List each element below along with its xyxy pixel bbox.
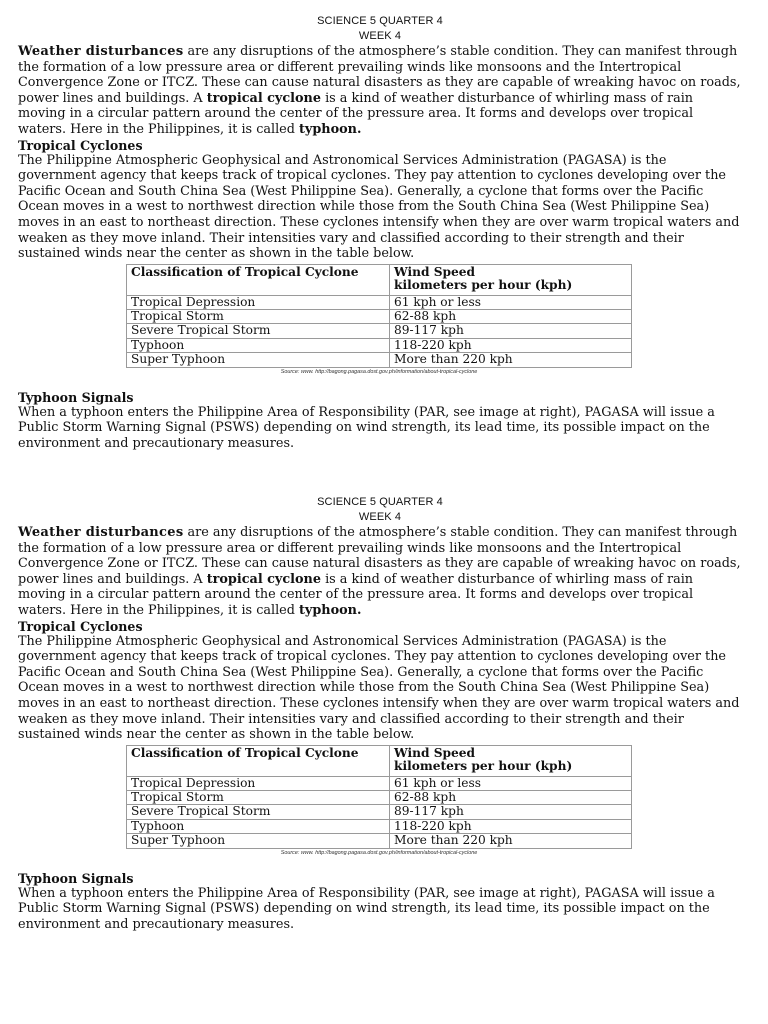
term-tropical-cyclone: tropical cyclone bbox=[206, 90, 321, 106]
tropical-cyclones-paragraph: The Philippine Atmospheric Geophysical and Astronomical Services Administration (PAGASA) is the government agency that keeps track of tropical cyclones. They pay attention to cyclones developing over the Pacific Ocean and South China Sea (West Philippine Sea). Generally, a cyclone that forms over the Pacific Ocean moves in a west to northwest direction while those from the South China Sea (West Philippine Sea) moves in an east to northeast direction. These cyclones intensify when they are over warm tropical waters and weaken as they move inland. Their intensities vary and classified according to their strength and their sustained winds near the center as shown in the table below. bbox=[18, 152, 740, 262]
intro-text-1: are any disruptions of the atmosphere’s stable condition. They can manifest through the formation of a low pressure area or different prevailing winds like monsoons and the Intertropical Convergence Zone or ITCZ. These can cause natural disasters as they are capable of wreaking havoc on roads, power lines and buildings. A bbox=[18, 525, 741, 587]
term-weather-disturbances: Weather disturbances bbox=[18, 525, 184, 540]
table-cell-classification: Tropical Depression bbox=[127, 776, 390, 790]
table-cell-speed: 118-220 kph bbox=[390, 338, 632, 352]
intro-paragraph bbox=[18, 525, 742, 619]
worksheet-week: WEEK 4 bbox=[358, 511, 402, 523]
table-header-classification: Classification of Tropical Cyclone bbox=[127, 264, 390, 295]
table-cell-speed: More than 220 kph bbox=[390, 353, 632, 367]
typhoon-signals-heading: Typhoon Signals bbox=[18, 389, 134, 405]
term-weather-disturbances: Weather disturbances bbox=[18, 44, 184, 59]
table-header-row bbox=[127, 264, 632, 295]
table-row bbox=[127, 790, 632, 804]
table-row bbox=[127, 324, 632, 338]
table-cell-classification: Super Typhoon bbox=[127, 834, 390, 848]
table-row bbox=[127, 338, 632, 352]
table-row bbox=[127, 309, 632, 323]
table-row bbox=[127, 834, 632, 848]
classification-table bbox=[126, 264, 632, 368]
table-row bbox=[127, 805, 632, 819]
table-cell-classification: Tropical Storm bbox=[127, 309, 390, 323]
table-row bbox=[127, 776, 632, 790]
classification-table-wrap bbox=[126, 745, 632, 857]
table-row bbox=[127, 819, 632, 833]
table-cell-speed: 118-220 kph bbox=[390, 819, 632, 833]
table-header-wind-speed-line2: kilometers per hour (kph) bbox=[394, 759, 573, 774]
typhoon-signals-paragraph: When a typhoon enters the Philippine Area of Responsibility (PAR, see image at right), PAGASA will issue a Public Storm Warning Signal (PSWS) depending on wind strength, its lead time, its possible impact on the environment and precautionary measures. bbox=[18, 885, 715, 932]
intro-text-2: is a kind of weather disturbance of whirling mass of rain moving in a circular pattern around the center of the pressure area. It forms and develops over tropical waters. Here in the Philippines, it is called bbox=[18, 571, 694, 618]
intro-text-1: are any disruptions of the atmosphere’s stable condition. They can manifest through the formation of a low pressure area or different prevailing winds like monsoons and the Intertropical Convergence Zone or ITCZ. These can cause natural disasters as they are capable of wreaking havoc on roads, power lines and buildings. A bbox=[18, 44, 741, 106]
table-header-wind-speed-line1: Wind Speed bbox=[394, 264, 476, 279]
table-cell-classification: Typhoon bbox=[127, 338, 390, 352]
table-header-classification: Classification of Tropical Cyclone bbox=[127, 745, 390, 776]
table-cell-speed: More than 220 kph bbox=[390, 834, 632, 848]
table-row bbox=[127, 295, 632, 309]
table-cell-speed: 61 kph or less bbox=[390, 295, 632, 309]
table-cell-speed: 89-117 kph bbox=[390, 324, 632, 338]
worksheet-title: SCIENCE 5 QUARTER 4 bbox=[317, 496, 443, 508]
table-header-wind-speed-line1: Wind Speed bbox=[394, 745, 476, 760]
table-source-caption: Source: www. http://bagong.pagasa.dost.gov.ph/information/about-tropical-cyclone bbox=[280, 849, 478, 856]
worksheet-section-2 bbox=[18, 495, 742, 932]
classification-table bbox=[126, 745, 632, 849]
table-cell-classification: Severe Tropical Storm bbox=[127, 805, 390, 819]
intro-paragraph bbox=[18, 44, 742, 138]
table-cell-speed: 62-88 kph bbox=[390, 790, 632, 804]
worksheet-section-1 bbox=[18, 14, 742, 451]
table-cell-classification: Tropical Storm bbox=[127, 790, 390, 804]
typhoon-signals-heading: Typhoon Signals bbox=[18, 870, 134, 886]
term-typhoon: typhoon. bbox=[299, 121, 362, 137]
table-cell-classification: Typhoon bbox=[127, 819, 390, 833]
worksheet-week: WEEK 4 bbox=[358, 30, 402, 42]
table-row bbox=[127, 353, 632, 367]
intro-text-2: is a kind of weather disturbance of whirling mass of rain moving in a circular pattern around the center of the pressure area. It forms and develops over tropical waters. Here in the Philippines, it is called bbox=[18, 90, 694, 137]
table-source-caption: Source: www. http://bagong.pagasa.dost.gov.ph/information/about-tropical-cyclone bbox=[280, 368, 478, 375]
tropical-cyclones-paragraph: The Philippine Atmospheric Geophysical and Astronomical Services Administration (PAGASA) is the government agency that keeps track of tropical cyclones. They pay attention to cyclones developing over the Pacific Ocean and South China Sea (West Philippine Sea). Generally, a cyclone that forms over the Pacific Ocean moves in a west to northwest direction while those from the South China Sea (West Philippine Sea) moves in an east to northeast direction. These cyclones intensify when they are over warm tropical waters and weaken as they move inland. Their intensities vary and classified according to their strength and their sustained winds near the center as shown in the table below. bbox=[18, 633, 740, 743]
table-cell-classification: Tropical Depression bbox=[127, 295, 390, 309]
table-header-wind-speed-line2: kilometers per hour (kph) bbox=[394, 278, 573, 293]
table-cell-speed: 62-88 kph bbox=[390, 309, 632, 323]
classification-table-wrap bbox=[126, 264, 632, 376]
table-header-row bbox=[127, 745, 632, 776]
typhoon-signals-paragraph: When a typhoon enters the Philippine Area of Responsibility (PAR, see image at right), PAGASA will issue a Public Storm Warning Signal (PSWS) depending on wind strength, its lead time, its possible impact on the environment and precautionary measures. bbox=[18, 404, 715, 451]
term-tropical-cyclone: tropical cyclone bbox=[206, 571, 321, 587]
term-typhoon: typhoon. bbox=[299, 602, 362, 618]
table-cell-speed: 61 kph or less bbox=[390, 776, 632, 790]
tropical-cyclones-heading: Tropical Cyclones bbox=[18, 618, 143, 634]
table-cell-speed: 89-117 kph bbox=[390, 805, 632, 819]
table-header-wind-speed bbox=[390, 264, 632, 295]
tropical-cyclones-heading: Tropical Cyclones bbox=[18, 137, 143, 153]
table-cell-classification: Super Typhoon bbox=[127, 353, 390, 367]
table-cell-classification: Severe Tropical Storm bbox=[127, 324, 390, 338]
worksheet-title: SCIENCE 5 QUARTER 4 bbox=[317, 15, 443, 27]
table-header-wind-speed bbox=[390, 745, 632, 776]
